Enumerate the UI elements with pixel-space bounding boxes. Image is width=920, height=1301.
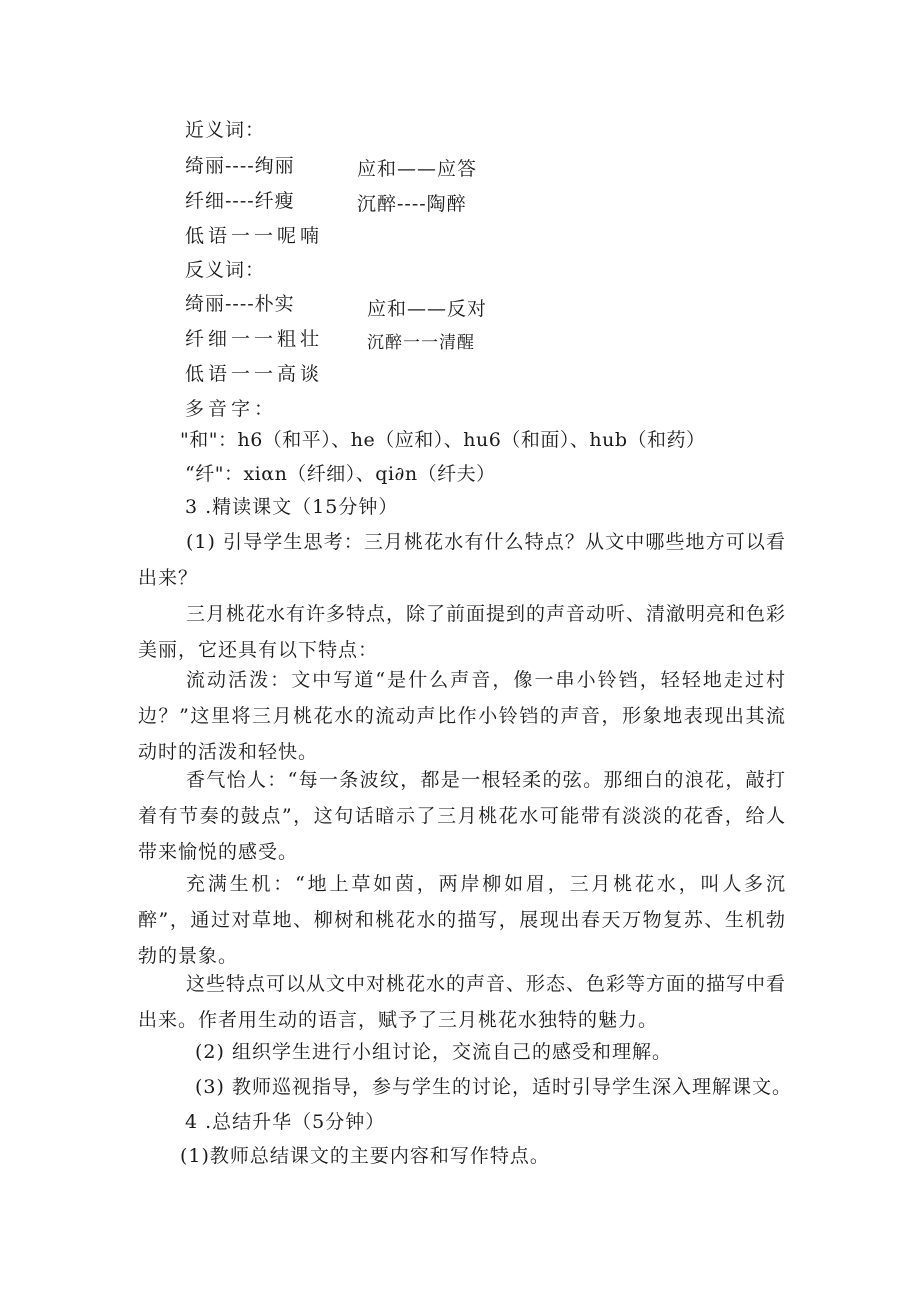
antonym-pair: 沉醉一一清醒 xyxy=(367,333,475,353)
synonyms-heading: 近义词： xyxy=(185,119,266,141)
synonym-pair: 应和——应答 xyxy=(357,158,478,180)
antonym-pair: 绮丽----朴实 xyxy=(185,293,295,315)
question-1: (1) 引导学生思考：三月桃花水有什么特点？从文中哪些地方可以看出来？ xyxy=(138,531,786,589)
synonym-pair: 低语一一呢喃 xyxy=(185,225,324,247)
section-4-title: 4 .总结升华（5分钟） xyxy=(185,1111,386,1133)
summary-item-1: (1)教师总结课文的主要内容和写作特点。 xyxy=(180,1145,550,1167)
synonym-pair: 沉醉----陶醉 xyxy=(357,193,467,215)
synonym-pair: 绮丽----绚丽 xyxy=(185,155,295,177)
antonym-pair: 应和——反对 xyxy=(367,298,488,320)
antonym-pair: 低语一一高谈 xyxy=(185,363,324,385)
polyphone-heading: 多音字： xyxy=(185,398,278,420)
paragraph-summary: 这些特点可以从文中对桃花水的声音、形态、色彩等方面的描写中看出来。作者用生动的语言，赋予了三月桃花水独特的魅力。 xyxy=(138,973,787,1031)
paragraph-fragrance: 香气怡人：“每一条波纹，都是一根轻柔的弦。那细白的浪花，敲打着有节奏的鼓点”，这句话暗示了三月桃花水可能带有淡淡的花香，给人带来愉悦的感受。 xyxy=(138,769,786,863)
paragraph-intro: 三月桃花水有许多特点，除了前面提到的声音动听、清澈明亮和色彩美丽，它还具有以下特点： xyxy=(138,603,787,661)
antonym-pair: 纤细一一粗壮 xyxy=(185,328,324,350)
synonym-pair: 纤细----纤瘦 xyxy=(185,190,295,212)
question-3: (3) 教师巡视指导，参与学生的讨论，适时引导学生深入理解课文。 xyxy=(195,1076,792,1098)
section-3-title: 3 .精读课文（15分钟） xyxy=(185,496,399,518)
paragraph-flow: 流动活泼：文中写道“是什么声音，像一串小铃铛，轻轻地走过村边？”这里将三月桃花水的流动声比作小铃铛的声音，形象地表现出其流动时的活泼和轻快。 xyxy=(138,669,786,763)
question-2: (2) 组织学生进行小组讨论，交流自己的感受和理解。 xyxy=(195,1041,672,1063)
polyphone-qian: “纤"：xiαn（纤细）、qi∂n（纤夫） xyxy=(185,463,496,485)
antonyms-heading: 反义词： xyxy=(185,259,266,281)
polyphone-he: "和"：h6（和平）、he（应和）、hu6（和面）、hub（和药） xyxy=(180,429,706,451)
paragraph-vitality: 充满生机：“地上草如茵，两岸柳如眉，三月桃花水，叫人多沉醉”，通过对草地、柳树和桃花水的描写，展现出春天万物复苏、生机勃勃的景象。 xyxy=(138,873,786,967)
